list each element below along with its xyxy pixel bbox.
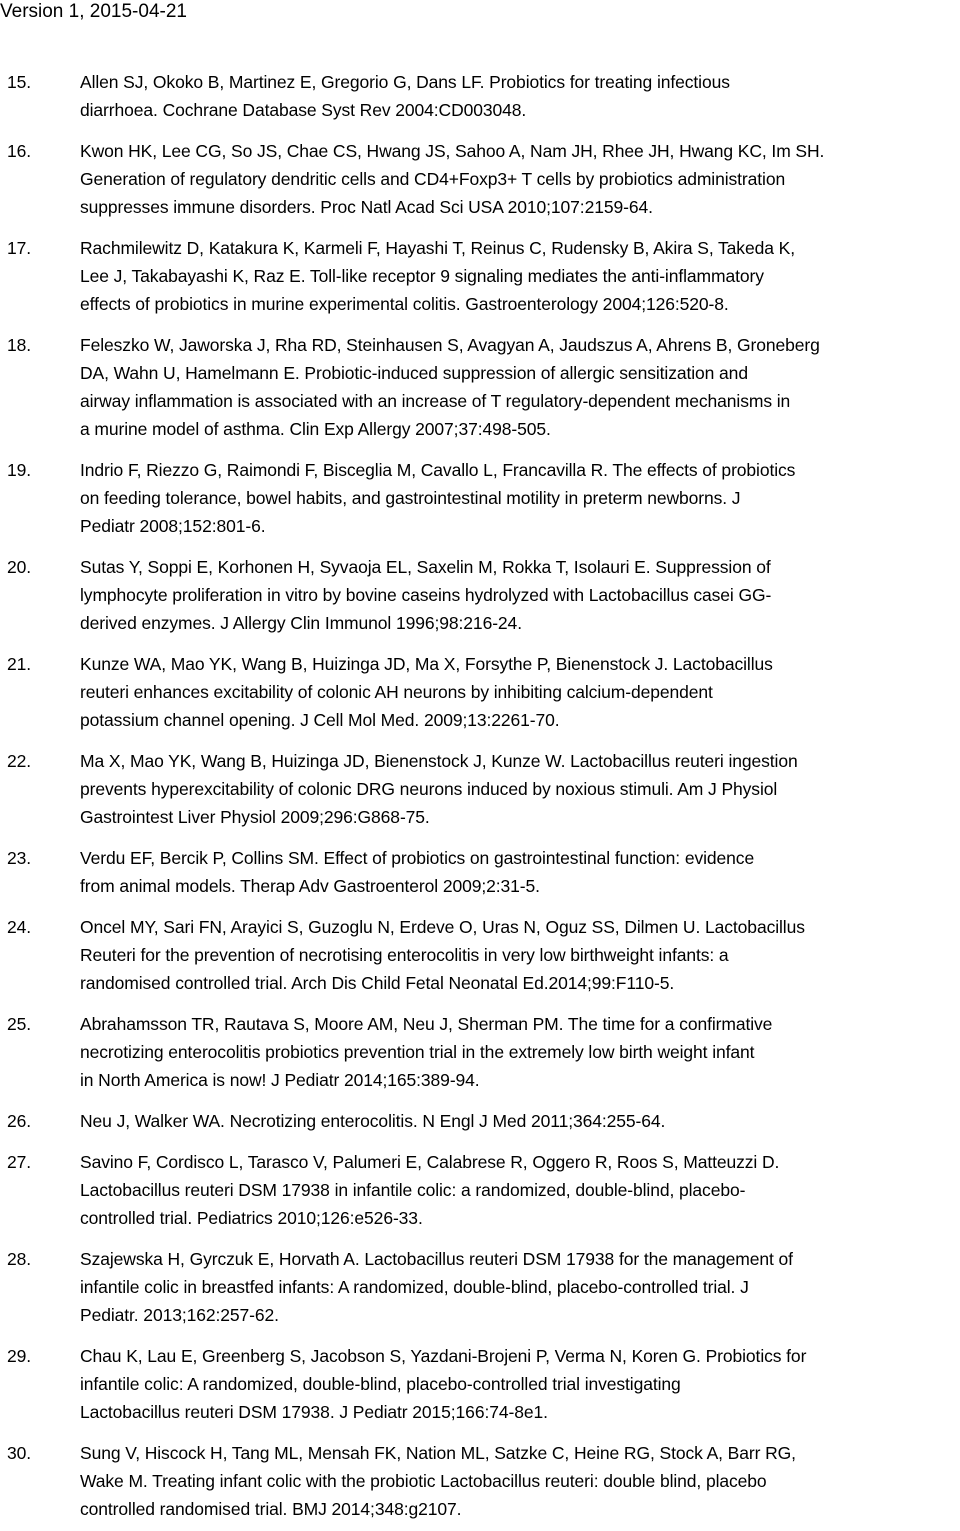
reference-number: 24.: [7, 917, 32, 937]
reference-number: 19.: [7, 460, 32, 480]
reference-number: 27.: [7, 1152, 32, 1172]
reference-text-line: reuteri enhances excitability of colonic AH neurons by inhibiting calcium-dependent: [80, 682, 713, 702]
reference-text-line: diarrhoea. Cochrane Database Syst Rev 2004:CD003048.: [80, 100, 527, 120]
reference-text-line: Chau K, Lau E, Greenberg S, Jacobson S, Yazdani-Brojeni P, Verma N, Koren G. Probiotics for: [80, 1346, 807, 1366]
reference-item: [0, 913, 960, 997]
reference-item: [0, 137, 960, 221]
reference-text-line: Neu J, Walker WA. Necrotizing enterocolitis. N Engl J Med 2011;364:255-64.: [80, 1111, 666, 1131]
reference-text-line: Szajewska H, Gyrczuk E, Horvath A. Lactobacillus reuteri DSM 17938 for the management of: [80, 1249, 793, 1269]
reference-text-line: lymphocyte proliferation in vitro by bovine caseins hydrolyzed with Lactobacillus casei GG-: [80, 585, 772, 605]
reference-text-line: Abrahamsson TR, Rautava S, Moore AM, Neu J, Sherman PM. The time for a confirmative: [80, 1014, 773, 1034]
reference-text-line: Savino F, Cordisco L, Tarasco V, Palumeri E, Calabrese R, Oggero R, Roos S, Matteuzzi D.: [80, 1152, 780, 1172]
reference-text-line: necrotizing enterocolitis probiotics prevention trial in the extremely low birth weight infant: [80, 1042, 755, 1062]
reference-text-line: Lee J, Takabayashi K, Raz E. Toll-like receptor 9 signaling mediates the anti-inflammatory: [80, 266, 764, 286]
reference-item: [0, 747, 960, 831]
reference-number: 28.: [7, 1249, 32, 1269]
reference-text-line: Kwon HK, Lee CG, So JS, Chae CS, Hwang JS, Sahoo A, Nam JH, Rhee JH, Hwang KC, Im SH.: [80, 141, 825, 161]
reference-item: [0, 1439, 960, 1523]
reference-item: [0, 1245, 960, 1329]
reference-number: 21.: [7, 654, 32, 674]
reference-text-line: a murine model of asthma. Clin Exp Allergy 2007;37:498-505.: [80, 419, 551, 439]
reference-text-line: Generation of regulatory dendritic cells and CD4+Foxp3+ T cells by probiotics administration: [80, 169, 786, 189]
reference-text-line: controlled trial. Pediatrics 2010;126:e526-33.: [80, 1208, 423, 1228]
reference-item: [0, 650, 960, 734]
reference-text-line: Pediatr. 2013;162:257-62.: [80, 1305, 279, 1325]
reference-text-line: derived enzymes. J Allergy Clin Immunol 1996;98:216-24.: [80, 613, 522, 633]
reference-text-line: Reuteri for the prevention of necrotising enterocolitis in very low birthweight infants: a: [80, 945, 729, 965]
reference-number: 22.: [7, 751, 32, 771]
reference-number: 29.: [7, 1346, 32, 1366]
reference-item: [0, 1010, 960, 1094]
reference-text-line: effects of probiotics in murine experimental colitis. Gastroenterology 2004;126:520-8.: [80, 294, 729, 314]
reference-number: 23.: [7, 848, 32, 868]
reference-number: 20.: [7, 557, 32, 577]
reference-text-line: Lactobacillus reuteri DSM 17938 in infantile colic: a randomized, double-blind, placebo-: [80, 1180, 746, 1200]
reference-number: 25.: [7, 1014, 32, 1034]
reference-text-line: controlled randomised trial. BMJ 2014;348:g2107.: [80, 1499, 462, 1519]
reference-number: 26.: [7, 1111, 32, 1131]
reference-item: [0, 844, 960, 900]
reference-number: 15.: [7, 72, 32, 92]
reference-text-line: prevents hyperexcitability of colonic DRG neurons induced by noxious stimuli. Am J Physiol: [80, 779, 778, 799]
reference-number: 18.: [7, 335, 32, 355]
reference-number: 17.: [7, 238, 32, 258]
reference-item: [0, 68, 960, 124]
reference-item: [0, 331, 960, 443]
reference-text-line: Rachmilewitz D, Katakura K, Karmeli F, Hayashi T, Reinus C, Rudensky B, Akira S, Takeda K,: [80, 238, 795, 258]
reference-text-line: Pediatr 2008;152:801-6.: [80, 516, 266, 536]
reference-text-line: Ma X, Mao YK, Wang B, Huizinga JD, Bienenstock J, Kunze W. Lactobacillus reuteri ingestion: [80, 751, 798, 771]
reference-item: [0, 1342, 960, 1426]
reference-item: [0, 456, 960, 540]
reference-text-line: Gastrointest Liver Physiol 2009;296:G868-75.: [80, 807, 430, 827]
reference-text-line: Feleszko W, Jaworska J, Rha RD, Steinhausen S, Avagyan A, Jaudszus A, Ahrens B, Groneberg: [80, 335, 820, 355]
reference-text-line: Wake M. Treating infant colic with the probiotic Lactobacillus reuteri: double blind, placebo: [80, 1471, 767, 1491]
version-header: Version 1, 2015-04-21: [0, 1, 187, 22]
reference-text-line: suppresses immune disorders. Proc Natl Acad Sci USA 2010;107:2159-64.: [80, 197, 653, 217]
reference-text-line: Lactobacillus reuteri DSM 17938. J Pediatr 2015;166:74-8e1.: [80, 1402, 548, 1422]
reference-item: [0, 1148, 960, 1232]
reference-number: 30.: [7, 1443, 32, 1463]
reference-text-line: Oncel MY, Sari FN, Arayici S, Guzoglu N, Erdeve O, Uras N, Oguz SS, Dilmen U. Lactobacillus: [80, 917, 805, 937]
reference-text-line: on feeding tolerance, bowel habits, and gastrointestinal motility in preterm newborns. J: [80, 488, 741, 508]
reference-text-line: infantile colic in breastfed infants: A randomized, double-blind, placebo-controlled trial. J: [80, 1277, 749, 1297]
reference-item: [0, 234, 960, 318]
reference-text-line: Sung V, Hiscock H, Tang ML, Mensah FK, Nation ML, Satzke C, Heine RG, Stock A, Barr RG,: [80, 1443, 796, 1463]
reference-text-line: in North America is now! J Pediatr 2014;165:389-94.: [80, 1070, 480, 1090]
reference-number: 16.: [7, 141, 32, 161]
reference-item: [0, 553, 960, 637]
reference-text-line: Kunze WA, Mao YK, Wang B, Huizinga JD, Ma X, Forsythe P, Bienenstock J. Lactobacillus: [80, 654, 773, 674]
reference-text-line: Sutas Y, Soppi E, Korhonen H, Syvaoja EL, Saxelin M, Rokka T, Isolauri E. Suppression of: [80, 557, 771, 577]
reference-text-line: airway inflammation is associated with an increase of T regulatory-dependent mechanisms in: [80, 391, 791, 411]
reference-text-line: randomised controlled trial. Arch Dis Child Fetal Neonatal Ed.2014;99:F110-5.: [80, 973, 675, 993]
reference-text-line: from animal models. Therap Adv Gastroenterol 2009;2:31-5.: [80, 876, 540, 896]
reference-text-line: Allen SJ, Okoko B, Martinez E, Gregorio G, Dans LF. Probiotics for treating infectious: [80, 72, 730, 92]
reference-text-line: potassium channel opening. J Cell Mol Med. 2009;13:2261-70.: [80, 710, 560, 730]
reference-list: [0, 68, 960, 1531]
reference-item: [0, 1107, 960, 1135]
reference-text-line: Verdu EF, Bercik P, Collins SM. Effect of probiotics on gastrointestinal function: evidence: [80, 848, 755, 868]
reference-text-line: DA, Wahn U, Hamelmann E. Probiotic-induced suppression of allergic sensitization and: [80, 363, 748, 383]
reference-text-line: infantile colic: A randomized, double-blind, placebo-controlled trial investigating: [80, 1374, 681, 1394]
reference-text-line: Indrio F, Riezzo G, Raimondi F, Bisceglia M, Cavallo L, Francavilla R. The effects of probiotics: [80, 460, 796, 480]
